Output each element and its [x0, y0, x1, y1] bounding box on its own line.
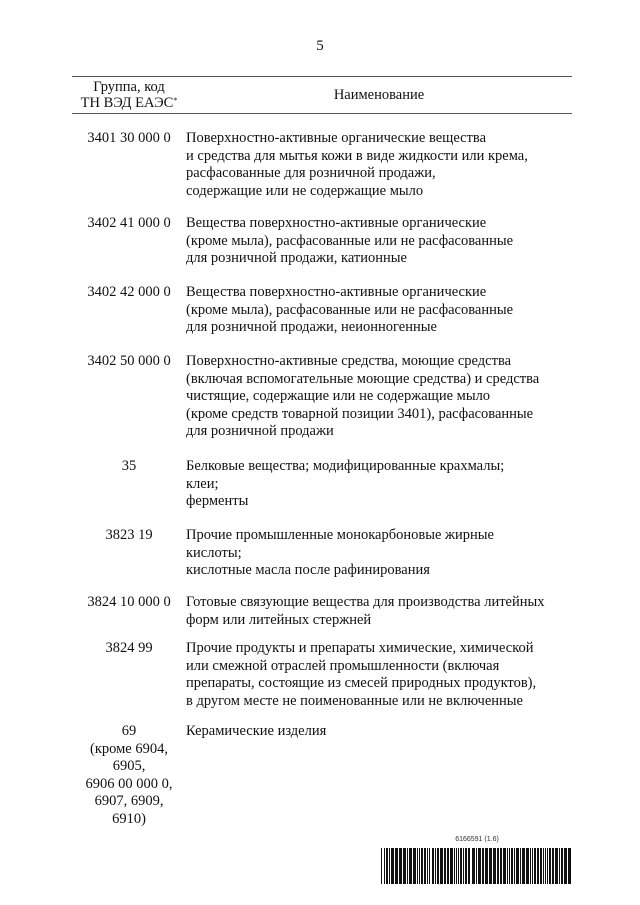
barcode-bar [421, 848, 423, 884]
name-line: для розничной продажи [186, 423, 334, 439]
barcode-bar [391, 848, 394, 884]
barcode-bar [561, 848, 563, 884]
code-line: 3402 41 000 0 [87, 215, 171, 231]
row-code [72, 640, 186, 658]
row-name [186, 527, 572, 580]
name-line: форм или литейных стержней [186, 611, 372, 628]
code-line: 69 [121, 723, 137, 739]
barcode-bar [509, 848, 510, 884]
barcode-bar [437, 848, 439, 884]
name-line: и средства для мытья кожи в виде жидкости или крема, [186, 147, 528, 164]
barcode-bar [478, 848, 481, 884]
name-line: для розничной продажи, неионногенные [186, 319, 437, 335]
barcode-bar [549, 848, 551, 884]
row-code [72, 723, 186, 828]
barcode-bar [568, 848, 571, 884]
code-line: 6907, 6909, [94, 793, 164, 809]
code-line: 3824 99 [105, 640, 153, 656]
name-line: или смежной отраслей промышленности (включая [186, 657, 500, 674]
row-code [72, 130, 186, 148]
barcode-bar [559, 848, 560, 884]
barcode-bar [454, 848, 455, 884]
barcode-bar [424, 848, 426, 884]
barcode-bar [463, 848, 464, 884]
barcode-bar [384, 848, 385, 884]
row-code [72, 458, 186, 476]
row-name [186, 640, 572, 710]
barcode-bar [435, 848, 436, 884]
barcode-bar [444, 848, 446, 884]
name-line: Вещества поверхностно-активные органические [186, 284, 487, 300]
barcode-bar [468, 848, 470, 884]
name-line: Керамические изделия [186, 723, 327, 739]
code-line: 6906 00 000 0, [85, 775, 173, 792]
code-line: 3401 30 000 0 [87, 130, 171, 146]
row-code [72, 215, 186, 233]
barcode-bar [465, 848, 467, 884]
barcode-bar [530, 848, 531, 884]
barcode-bar [514, 848, 515, 884]
barcode-bar [476, 848, 477, 884]
barcode-bar [386, 848, 388, 884]
barcode-bar [440, 848, 443, 884]
barcode-bar [407, 848, 408, 884]
barcode-bar [534, 848, 536, 884]
barcode-bar [545, 848, 546, 884]
barcode-bar [532, 848, 533, 884]
name-line: клеи; [186, 475, 219, 492]
barcode-bar [432, 848, 434, 884]
page-number: 5 [316, 38, 324, 54]
row-code [72, 353, 186, 371]
barcode-bar [493, 848, 496, 884]
name-line: (включая вспомогательные моющие средства) и средства [186, 370, 540, 387]
code-line: (кроме 6904, [90, 740, 168, 757]
barcode-bar [413, 848, 416, 884]
barcode-bar [447, 848, 449, 884]
barcode-bar [472, 848, 475, 884]
name-line: содержащие или не содержащие мыло [186, 182, 424, 199]
barcode-bar [417, 848, 418, 884]
barcode-bar [456, 848, 457, 884]
barcode-bar [409, 848, 412, 884]
barcode-bar [427, 848, 428, 884]
header-code-line1: Группа, код [93, 79, 165, 95]
barcode-bar [522, 848, 525, 884]
barcode-caption: 6166591 (1.6) [455, 836, 499, 843]
row-name [186, 284, 572, 337]
barcode-bar [520, 848, 521, 884]
code-line: 35 [121, 458, 137, 474]
name-line: Готовые связующие вещества для производства литейных [186, 594, 545, 610]
name-line: Прочие промышленные монокарбоновые жирные [186, 527, 494, 543]
barcode-bar [543, 848, 544, 884]
row-name [186, 130, 572, 200]
barcode-bar [485, 848, 488, 884]
name-line: ферменты [186, 493, 249, 509]
name-line: для розничной продажи, катионные [186, 250, 407, 266]
code-line: 3402 42 000 0 [87, 284, 171, 300]
code-line: 3824 10 000 0 [87, 594, 171, 610]
name-line: (кроме мыла), расфасованные или не расфасованные [186, 301, 514, 318]
barcode-bar [540, 848, 542, 884]
name-line: Прочие продукты и препараты химические, химической [186, 640, 534, 656]
name-line: кислотные масла после рафинирования [186, 562, 430, 578]
row-code [72, 527, 186, 545]
barcode-bar [482, 848, 484, 884]
code-line: 3823 19 [105, 527, 153, 543]
name-line: расфасованные для розничной продажи, [186, 165, 436, 181]
barcode-bar [399, 848, 402, 884]
name-line: чистящие, содержащие или не содержащие мыло [186, 388, 491, 404]
barcode-bar [497, 848, 499, 884]
table-header [72, 76, 572, 114]
code-line: 6910) [112, 810, 146, 827]
barcode-bar [419, 848, 420, 884]
code-line: 3402 50 000 0 [87, 353, 171, 369]
barcode-bar [460, 848, 462, 884]
footnote-mark: * [173, 96, 178, 105]
header-code-column [72, 79, 186, 111]
row-code [72, 594, 186, 612]
barcode-bar [555, 848, 558, 884]
barcode-bar [450, 848, 453, 884]
barcode-bar [429, 848, 430, 884]
row-name [186, 458, 572, 511]
name-line: Поверхностно-активные средства, моющие средства [186, 353, 512, 369]
barcode-bar [552, 848, 554, 884]
barcode-bar [564, 848, 567, 884]
name-line: Поверхностно-активные органические вещества [186, 130, 487, 146]
barcode-bar [516, 848, 519, 884]
row-name [186, 353, 572, 441]
barcode-bar [500, 848, 502, 884]
row-code [72, 284, 186, 302]
name-line: (кроме средств товарной позиции 3401), расфасованные [186, 405, 534, 422]
barcode-bar [526, 848, 529, 884]
name-line: кислоты; [186, 544, 242, 561]
barcode-bars [381, 848, 573, 884]
barcode-bar [458, 848, 459, 884]
barcode-bar [395, 848, 398, 884]
row-name [186, 594, 572, 629]
barcode-bar [503, 848, 506, 884]
name-line: Белковые вещества; модифицированные крахмалы; [186, 458, 505, 474]
barcode-bar [547, 848, 548, 884]
barcode [381, 836, 573, 884]
name-line: Вещества поверхностно-активные органические [186, 215, 487, 231]
row-name [186, 215, 572, 268]
barcode-bar [403, 848, 406, 884]
name-line: (кроме мыла), расфасованные или не расфасованные [186, 232, 514, 249]
header-name-column: Наименование [333, 87, 425, 103]
code-line: 6905, [112, 758, 146, 774]
row-name [186, 723, 572, 741]
header-code-line2: ТН ВЭД ЕАЭС [80, 95, 174, 111]
barcode-bar [381, 848, 382, 884]
name-line: препараты, состоящие из смесей природных продуктов), [186, 675, 537, 691]
barcode-bar [489, 848, 492, 884]
barcode-bar [507, 848, 508, 884]
barcode-bar [537, 848, 539, 884]
barcode-bar [389, 848, 390, 884]
name-line: в другом месте не поименованные или не включенные [186, 692, 523, 709]
barcode-bar [511, 848, 513, 884]
